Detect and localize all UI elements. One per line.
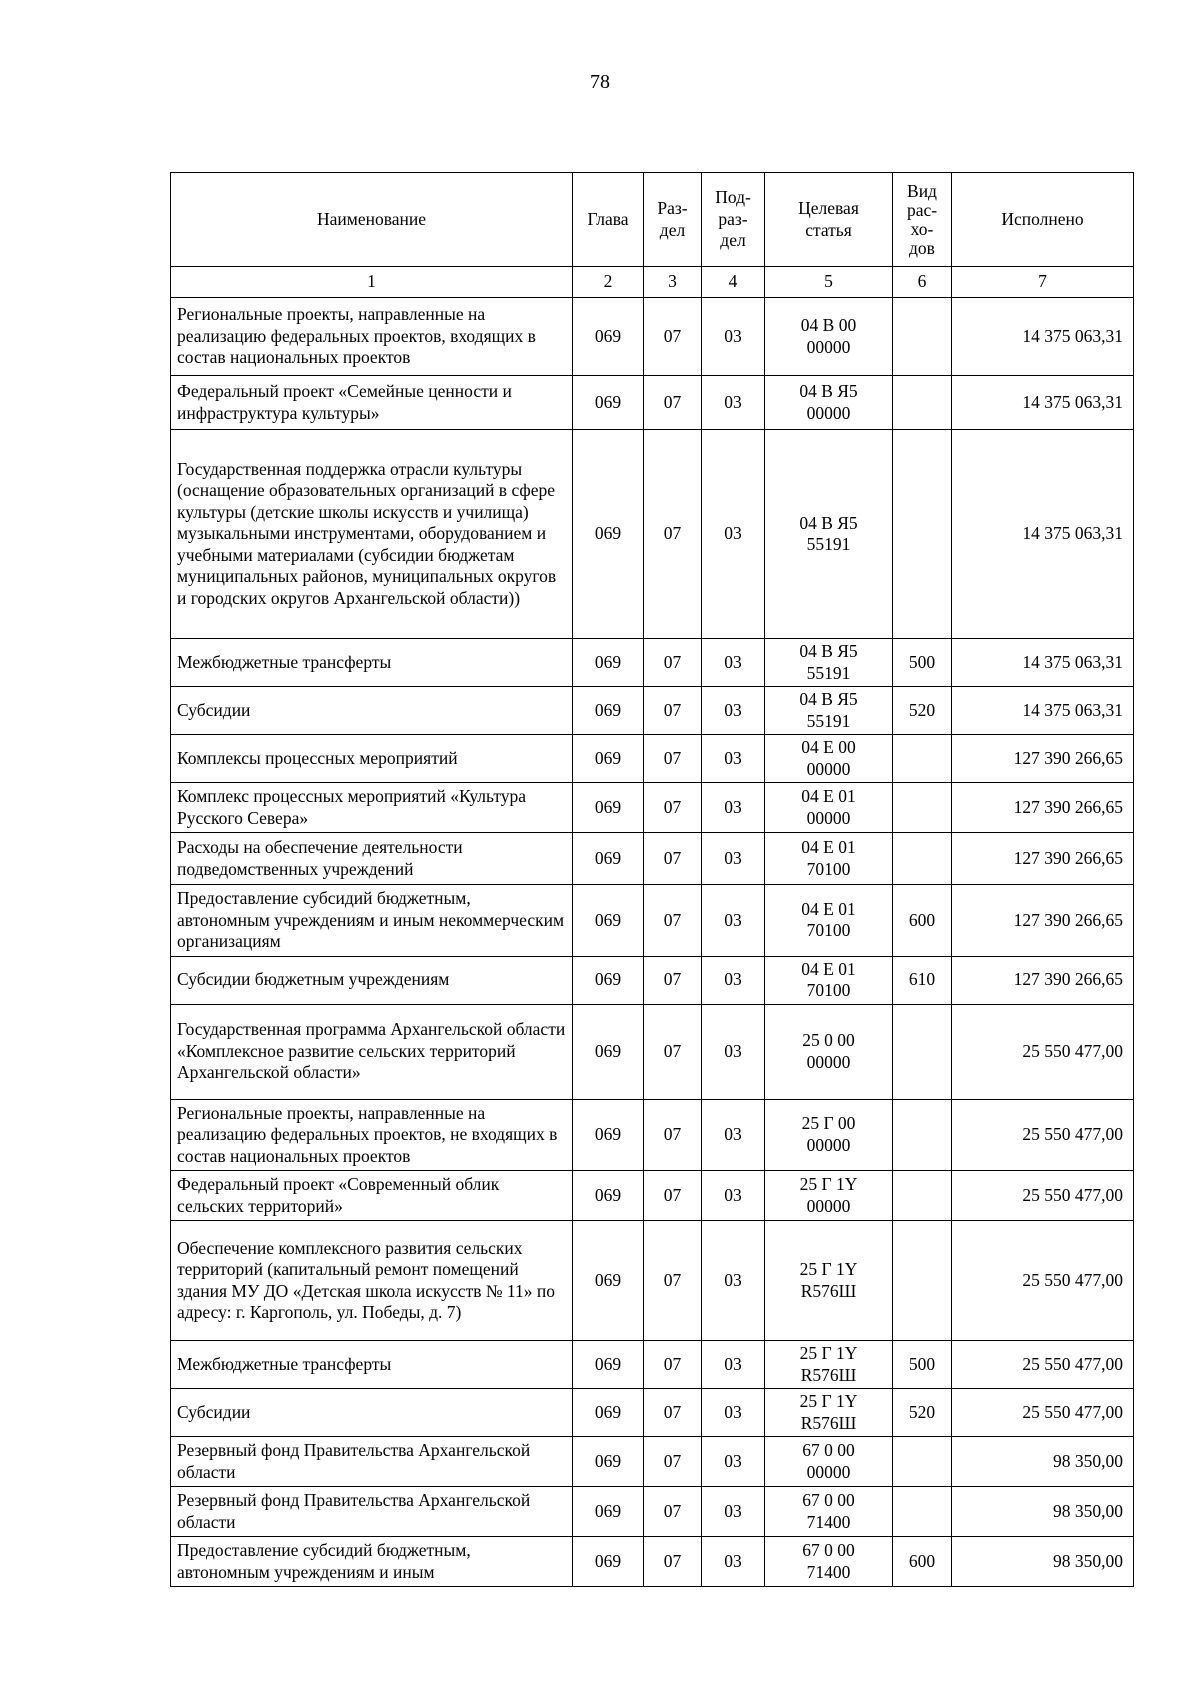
cell-expense-type — [893, 1221, 952, 1341]
cell-executed: 127 390 266,65 — [952, 783, 1134, 833]
table-row — [171, 1171, 1134, 1221]
cell-subsection: 03 — [702, 376, 765, 430]
cell-executed: 14 375 063,31 — [952, 376, 1134, 430]
cell-executed: 14 375 063,31 — [952, 430, 1134, 639]
cell-target-article: 04 В Я5 55191 — [765, 687, 893, 735]
cell-name: Федеральный проект «Семейные ценности и инфраструктура культуры» — [171, 376, 573, 430]
budget-execution-table — [170, 172, 1134, 1587]
cell-expense-type — [893, 1004, 952, 1099]
cell-chapter: 069 — [573, 1537, 644, 1587]
cell-subsection: 03 — [702, 298, 765, 376]
cell-subsection: 03 — [702, 687, 765, 735]
cell-chapter: 069 — [573, 956, 644, 1004]
cell-subsection: 03 — [702, 430, 765, 639]
cell-name: Субсидии — [171, 687, 573, 735]
table-row — [171, 298, 1134, 376]
cell-target-article: 67 0 00 71400 — [765, 1487, 893, 1537]
cell-section: 07 — [644, 833, 702, 885]
cell-section: 07 — [644, 1487, 702, 1537]
cell-name: Расходы на обеспечение деятельности подведомственных учреждений — [171, 833, 573, 885]
cell-section: 07 — [644, 1437, 702, 1487]
cell-executed: 127 390 266,65 — [952, 885, 1134, 957]
cell-name: Региональные проекты, направленные на реализацию федеральных проектов, входящих в состав национальных проектов — [171, 298, 573, 376]
cell-chapter: 069 — [573, 1389, 644, 1437]
cell-executed: 25 550 477,00 — [952, 1099, 1134, 1171]
cell-name: Резервный фонд Правительства Архангельской области — [171, 1487, 573, 1537]
cell-target-article: 04 Е 01 70100 — [765, 885, 893, 957]
cell-expense-type: 520 — [893, 687, 952, 735]
cell-chapter: 069 — [573, 1099, 644, 1171]
cell-executed: 25 550 477,00 — [952, 1221, 1134, 1341]
header-section: Раз- дел — [644, 173, 702, 267]
cell-name: Комплексы процессных мероприятий — [171, 735, 573, 783]
cell-subsection: 03 — [702, 885, 765, 957]
column-number: 5 — [765, 267, 893, 298]
header-chapter: Глава — [573, 173, 644, 267]
cell-subsection: 03 — [702, 1099, 765, 1171]
cell-target-article: 04 Е 01 70100 — [765, 956, 893, 1004]
column-number: 7 — [952, 267, 1134, 298]
cell-section: 07 — [644, 1341, 702, 1389]
cell-name: Резервный фонд Правительства Архангельской области — [171, 1437, 573, 1487]
cell-expense-type — [893, 735, 952, 783]
cell-target-article: 25 Г 00 00000 — [765, 1099, 893, 1171]
cell-subsection: 03 — [702, 956, 765, 1004]
cell-section: 07 — [644, 956, 702, 1004]
cell-expense-type — [893, 833, 952, 885]
cell-expense-type — [893, 783, 952, 833]
header-expense-type: Вид рас- хо- дов — [893, 173, 952, 267]
cell-section: 07 — [644, 376, 702, 430]
cell-target-article: 25 Г 1Y R576Ш — [765, 1221, 893, 1341]
table-row — [171, 833, 1134, 885]
cell-expense-type — [893, 1171, 952, 1221]
cell-chapter: 069 — [573, 1341, 644, 1389]
cell-target-article: 25 Г 1Y R576Ш — [765, 1341, 893, 1389]
cell-subsection: 03 — [702, 1171, 765, 1221]
cell-target-article: 67 0 00 71400 — [765, 1537, 893, 1587]
cell-name: Федеральный проект «Современный облик сельских территорий» — [171, 1171, 573, 1221]
cell-section: 07 — [644, 639, 702, 687]
cell-name: Межбюджетные трансферты — [171, 639, 573, 687]
table-body — [171, 298, 1134, 1587]
cell-chapter: 069 — [573, 735, 644, 783]
table-row — [171, 1341, 1134, 1389]
cell-section: 07 — [644, 1171, 702, 1221]
cell-section: 07 — [644, 735, 702, 783]
cell-subsection: 03 — [702, 1389, 765, 1437]
cell-section: 07 — [644, 783, 702, 833]
cell-name: Предоставление субсидий бюджетным, автономным учреждениям и иным некоммерческим организациям — [171, 885, 573, 957]
cell-target-article: 25 Г 1Y 00000 — [765, 1171, 893, 1221]
cell-subsection: 03 — [702, 1537, 765, 1587]
cell-chapter: 069 — [573, 1171, 644, 1221]
cell-name: Государственная программа Архангельской области «Комплексное развитие сельских территорий Архангельской области» — [171, 1004, 573, 1099]
cell-name: Межбюджетные трансферты — [171, 1341, 573, 1389]
cell-target-article: 04 Е 00 00000 — [765, 735, 893, 783]
cell-subsection: 03 — [702, 1437, 765, 1487]
cell-section: 07 — [644, 687, 702, 735]
cell-section: 07 — [644, 1389, 702, 1437]
table-header — [171, 173, 1134, 298]
column-number: 6 — [893, 267, 952, 298]
table-row — [171, 1487, 1134, 1537]
table-row — [171, 783, 1134, 833]
cell-executed: 25 550 477,00 — [952, 1389, 1134, 1437]
table-row — [171, 639, 1134, 687]
cell-name: Комплекс процессных мероприятий «Культура Русского Севера» — [171, 783, 573, 833]
cell-chapter: 069 — [573, 833, 644, 885]
cell-subsection: 03 — [702, 639, 765, 687]
cell-name: Субсидии бюджетным учреждениям — [171, 956, 573, 1004]
column-number: 2 — [573, 267, 644, 298]
cell-expense-type — [893, 298, 952, 376]
cell-subsection: 03 — [702, 833, 765, 885]
cell-target-article: 04 В 00 00000 — [765, 298, 893, 376]
cell-section: 07 — [644, 885, 702, 957]
cell-section: 07 — [644, 1537, 702, 1587]
cell-expense-type: 600 — [893, 1537, 952, 1587]
cell-target-article: 04 Е 01 00000 — [765, 783, 893, 833]
cell-executed: 98 350,00 — [952, 1437, 1134, 1487]
column-number-row — [171, 267, 1134, 298]
cell-executed: 127 390 266,65 — [952, 956, 1134, 1004]
table-row — [171, 1099, 1134, 1171]
cell-executed: 127 390 266,65 — [952, 735, 1134, 783]
table-row — [171, 687, 1134, 735]
cell-target-article: 25 Г 1Y R576Ш — [765, 1389, 893, 1437]
column-number: 4 — [702, 267, 765, 298]
cell-target-article: 04 В Я5 55191 — [765, 639, 893, 687]
cell-section: 07 — [644, 1004, 702, 1099]
cell-subsection: 03 — [702, 735, 765, 783]
cell-executed: 14 375 063,31 — [952, 298, 1134, 376]
cell-chapter: 069 — [573, 430, 644, 639]
cell-expense-type: 600 — [893, 885, 952, 957]
page-number: 78 — [590, 71, 610, 93]
cell-expense-type — [893, 376, 952, 430]
cell-target-article: 04 В Я5 00000 — [765, 376, 893, 430]
cell-expense-type: 500 — [893, 639, 952, 687]
cell-expense-type: 520 — [893, 1389, 952, 1437]
cell-chapter: 069 — [573, 639, 644, 687]
cell-chapter: 069 — [573, 1487, 644, 1537]
cell-section: 07 — [644, 298, 702, 376]
table-row — [171, 1389, 1134, 1437]
cell-target-article: 04 Е 01 70100 — [765, 833, 893, 885]
cell-section: 07 — [644, 430, 702, 639]
cell-target-article: 25 0 00 00000 — [765, 1004, 893, 1099]
cell-expense-type — [893, 430, 952, 639]
cell-name: Предоставление субсидий бюджетным, автономным учреждениям и иным — [171, 1537, 573, 1587]
cell-chapter: 069 — [573, 885, 644, 957]
cell-executed: 25 550 477,00 — [952, 1004, 1134, 1099]
cell-subsection: 03 — [702, 1487, 765, 1537]
cell-name: Региональные проекты, направленные на реализацию федеральных проектов, не входящих в состав национальных проектов — [171, 1099, 573, 1171]
cell-executed: 14 375 063,31 — [952, 639, 1134, 687]
table-row — [171, 1221, 1134, 1341]
cell-target-article: 67 0 00 00000 — [765, 1437, 893, 1487]
cell-expense-type — [893, 1487, 952, 1537]
cell-expense-type: 500 — [893, 1341, 952, 1389]
column-number: 1 — [171, 267, 573, 298]
cell-chapter: 069 — [573, 376, 644, 430]
cell-expense-type: 610 — [893, 956, 952, 1004]
table-row — [171, 430, 1134, 639]
cell-chapter: 069 — [573, 1004, 644, 1099]
header-target-article: Целевая статья — [765, 173, 893, 267]
cell-target-article: 04 В Я5 55191 — [765, 430, 893, 639]
cell-subsection: 03 — [702, 783, 765, 833]
table-row — [171, 376, 1134, 430]
cell-chapter: 069 — [573, 298, 644, 376]
cell-subsection: 03 — [702, 1341, 765, 1389]
cell-expense-type — [893, 1099, 952, 1171]
table-row — [171, 735, 1134, 783]
table-row — [171, 1004, 1134, 1099]
header-executed: Исполнено — [952, 173, 1134, 267]
cell-chapter: 069 — [573, 1437, 644, 1487]
cell-chapter: 069 — [573, 1221, 644, 1341]
cell-subsection: 03 — [702, 1221, 765, 1341]
table-row — [171, 1537, 1134, 1587]
column-number: 3 — [644, 267, 702, 298]
cell-name: Субсидии — [171, 1389, 573, 1437]
cell-chapter: 069 — [573, 687, 644, 735]
cell-executed: 127 390 266,65 — [952, 833, 1134, 885]
cell-section: 07 — [644, 1099, 702, 1171]
table-row — [171, 885, 1134, 957]
header-subsection: Под- раз- дел — [702, 173, 765, 267]
cell-expense-type — [893, 1437, 952, 1487]
cell-subsection: 03 — [702, 1004, 765, 1099]
cell-executed: 25 550 477,00 — [952, 1171, 1134, 1221]
cell-name: Обеспечение комплексного развития сельских территорий (капитальный ремонт помещений здания МУ ДО «Детская школа искусств № 11» по адресу: г. Каргополь, ул. Победы, д. 7) — [171, 1221, 573, 1341]
cell-executed: 14 375 063,31 — [952, 687, 1134, 735]
cell-chapter: 069 — [573, 783, 644, 833]
header-name: Наименование — [171, 173, 573, 267]
table-row — [171, 956, 1134, 1004]
cell-section: 07 — [644, 1221, 702, 1341]
cell-name: Государственная поддержка отрасли культуры (оснащение образовательных организаций в сфере культуры (детские школы искусств и училища) музыкальными инструментами, оборудованием и учебными материалами (субсидии бюджетам муниципальных районов, муниципальных округов и городских округов Архангельской области)) — [171, 430, 573, 639]
table-row — [171, 1437, 1134, 1487]
cell-executed: 98 350,00 — [952, 1487, 1134, 1537]
cell-executed: 25 550 477,00 — [952, 1341, 1134, 1389]
cell-executed: 98 350,00 — [952, 1537, 1134, 1587]
